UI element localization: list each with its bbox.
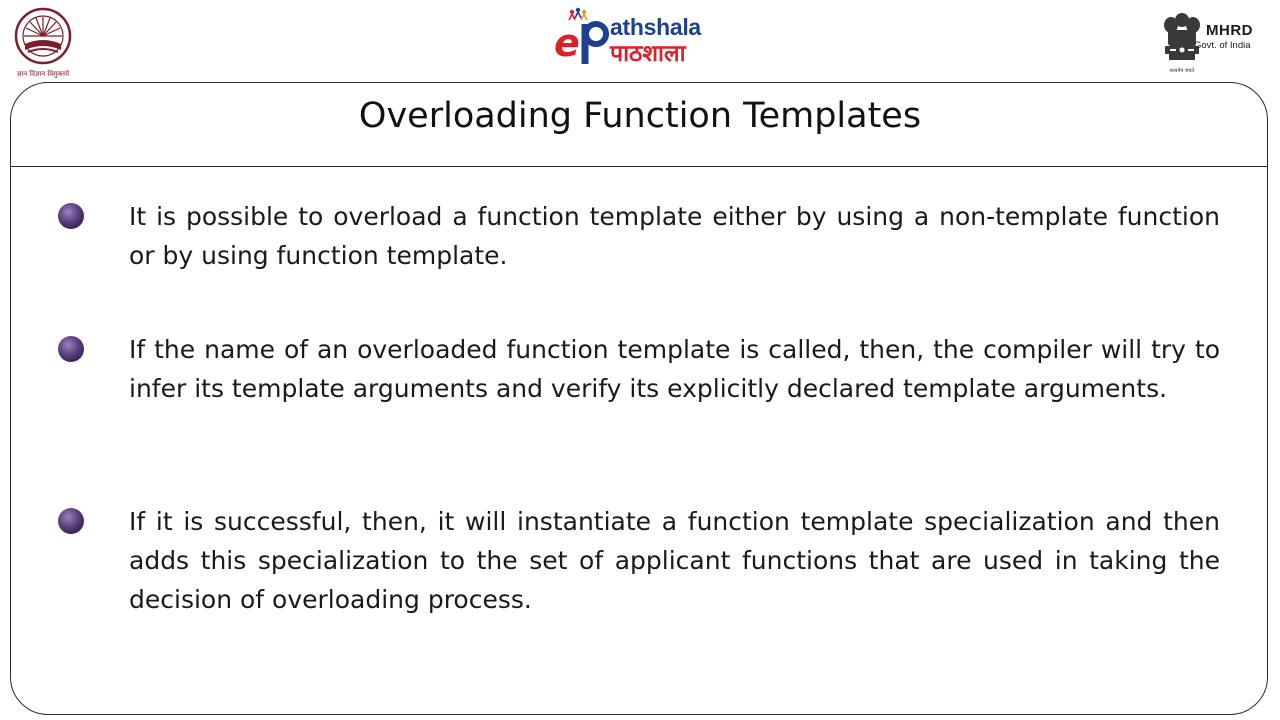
epathshala-hindi-wordmark: पाठशाला: [610, 41, 686, 67]
mhrd-subtitle: Govt. of India: [1194, 40, 1251, 51]
mhrd-title: MHRD: [1206, 22, 1253, 39]
bullet-text: If the name of an overloaded function template is called, then, the compiler will try to infer its template arguments and verify its explicitly declared template arguments.: [129, 335, 1220, 403]
slide-title: Overloading Function Templates: [358, 96, 922, 136]
purple-sphere-bullet-icon: [56, 201, 86, 231]
ugc-motto-text: ज्ञान विज्ञान विमुक्तये: [16, 70, 70, 78]
purple-sphere-bullet-icon: [56, 506, 86, 536]
epathshala-wordmark: athshala: [610, 14, 701, 40]
bullet-text: If it is successful, then, it will instantiate a function template specialization and then adds this specialization to the set of applicant functions that are used in taking the decision of overloading process.: [129, 507, 1220, 614]
svg-text:e: e: [554, 21, 580, 65]
bullet-text: It is possible to overload a function template either by using a non-template function or by using function template.: [129, 202, 1220, 270]
emblem-motto-text: सत्यमेव जयते: [1169, 68, 1195, 74]
purple-sphere-bullet-icon: [56, 334, 86, 364]
